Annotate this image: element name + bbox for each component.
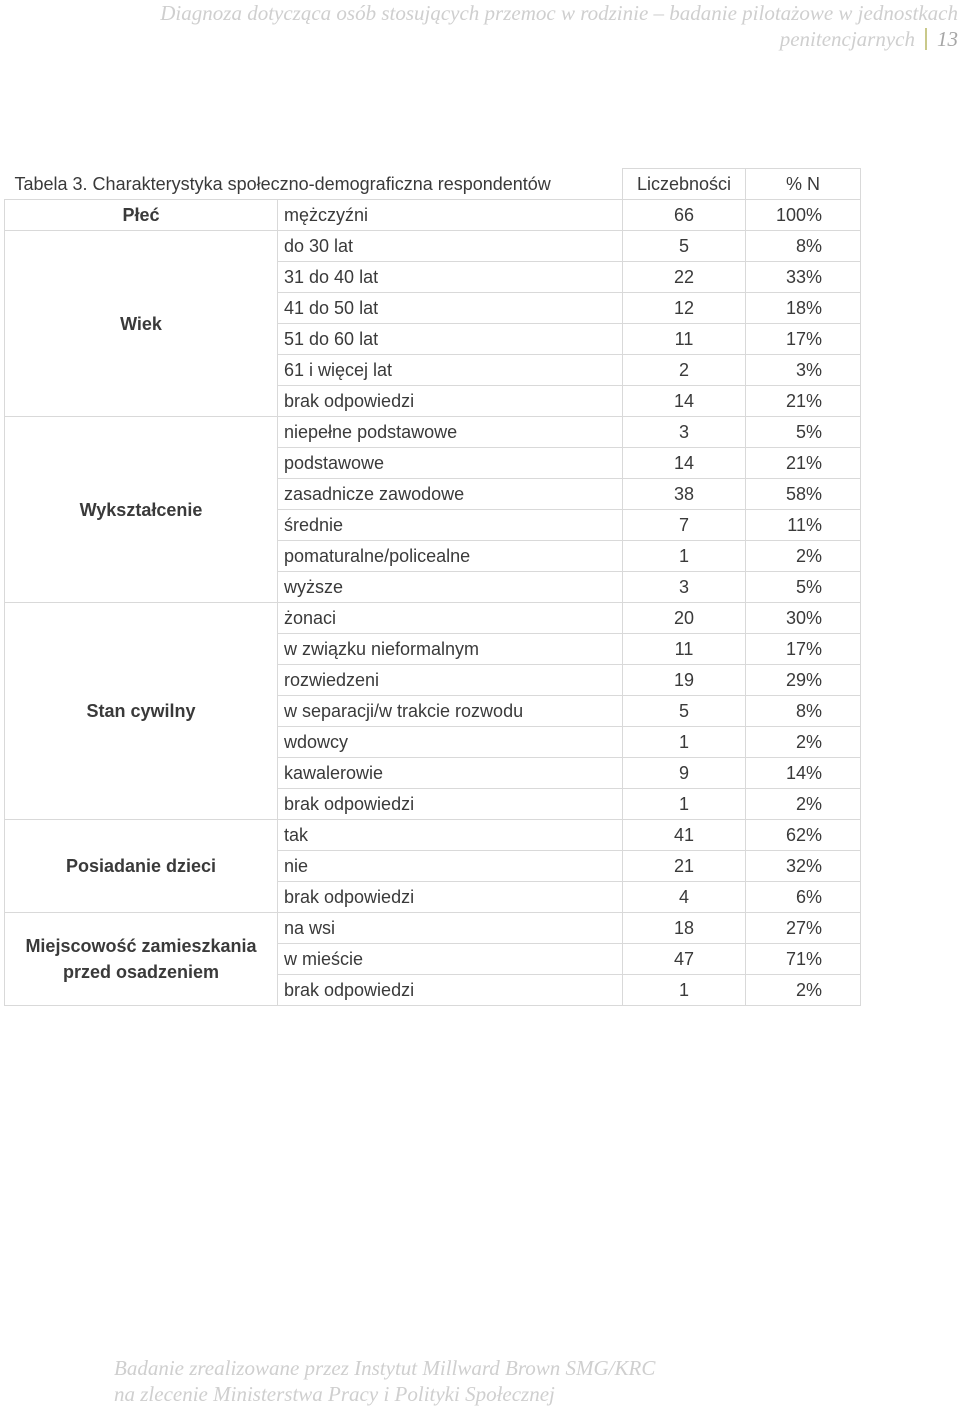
header-title-line1: Diagnoza dotycząca osób stosujących przemoc w rodzinie – badanie pilotażowe w jednostkach bbox=[160, 1, 958, 25]
category-cell: brak odpowiedzi bbox=[278, 386, 623, 417]
column-header-percent: % N bbox=[746, 169, 861, 200]
count-cell: 11 bbox=[623, 634, 746, 665]
count-cell: 14 bbox=[623, 386, 746, 417]
header-separator bbox=[925, 28, 927, 50]
count-cell: 18 bbox=[623, 913, 746, 944]
category-cell: na wsi bbox=[278, 913, 623, 944]
category-cell: zasadnicze zawodowe bbox=[278, 479, 623, 510]
count-cell: 11 bbox=[623, 324, 746, 355]
count-cell: 20 bbox=[623, 603, 746, 634]
demographics-table bbox=[4, 168, 861, 1006]
column-header-count: Liczebności bbox=[623, 169, 746, 200]
table-row bbox=[5, 417, 861, 448]
table-row bbox=[5, 200, 861, 231]
percent-cell: 8% bbox=[746, 231, 861, 262]
percent-cell: 21% bbox=[746, 448, 861, 479]
percent-cell: 5% bbox=[746, 572, 861, 603]
category-cell: w separacji/w trakcie rozwodu bbox=[278, 696, 623, 727]
count-cell: 1 bbox=[623, 789, 746, 820]
percent-cell: 2% bbox=[746, 727, 861, 758]
percent-cell: 2% bbox=[746, 975, 861, 1006]
count-cell: 4 bbox=[623, 882, 746, 913]
category-cell: żonaci bbox=[278, 603, 623, 634]
demographics-table-wrap bbox=[4, 168, 861, 1006]
category-cell: nie bbox=[278, 851, 623, 882]
category-cell: w mieście bbox=[278, 944, 623, 975]
percent-cell: 27% bbox=[746, 913, 861, 944]
count-cell: 5 bbox=[623, 231, 746, 262]
category-cell: brak odpowiedzi bbox=[278, 882, 623, 913]
group-label: Wiek bbox=[5, 231, 278, 417]
count-cell: 12 bbox=[623, 293, 746, 324]
category-cell: do 30 lat bbox=[278, 231, 623, 262]
category-cell: 31 do 40 lat bbox=[278, 262, 623, 293]
count-cell: 9 bbox=[623, 758, 746, 789]
percent-cell: 100% bbox=[746, 200, 861, 231]
footer bbox=[114, 1355, 655, 1407]
category-cell: w związku nieformalnym bbox=[278, 634, 623, 665]
percent-cell: 62% bbox=[746, 820, 861, 851]
count-cell: 3 bbox=[623, 417, 746, 448]
category-cell: wdowcy bbox=[278, 727, 623, 758]
percent-cell: 17% bbox=[746, 634, 861, 665]
percent-cell: 29% bbox=[746, 665, 861, 696]
table-row bbox=[5, 603, 861, 634]
count-cell: 47 bbox=[623, 944, 746, 975]
count-cell: 1 bbox=[623, 541, 746, 572]
percent-cell: 8% bbox=[746, 696, 861, 727]
percent-cell: 32% bbox=[746, 851, 861, 882]
table-row bbox=[5, 913, 861, 944]
percent-cell: 2% bbox=[746, 541, 861, 572]
count-cell: 22 bbox=[623, 262, 746, 293]
category-cell: mężczyźni bbox=[278, 200, 623, 231]
count-cell: 19 bbox=[623, 665, 746, 696]
group-label: Miejscowość zamieszkania przed osadzeniem bbox=[5, 913, 278, 1006]
page-number: 13 bbox=[937, 27, 958, 51]
running-header bbox=[18, 0, 958, 52]
percent-cell: 11% bbox=[746, 510, 861, 541]
count-cell: 14 bbox=[623, 448, 746, 479]
category-cell: brak odpowiedzi bbox=[278, 975, 623, 1006]
group-label: Wykształcenie bbox=[5, 417, 278, 603]
category-cell: 61 i więcej lat bbox=[278, 355, 623, 386]
category-cell: rozwiedzeni bbox=[278, 665, 623, 696]
header-title-line2: penitencjarnych bbox=[779, 27, 915, 51]
count-cell: 41 bbox=[623, 820, 746, 851]
count-cell: 66 bbox=[623, 200, 746, 231]
category-cell: brak odpowiedzi bbox=[278, 789, 623, 820]
category-cell: 41 do 50 lat bbox=[278, 293, 623, 324]
category-cell: niepełne podstawowe bbox=[278, 417, 623, 448]
percent-cell: 30% bbox=[746, 603, 861, 634]
count-cell: 3 bbox=[623, 572, 746, 603]
count-cell: 5 bbox=[623, 696, 746, 727]
percent-cell: 14% bbox=[746, 758, 861, 789]
footer-line2: na zlecenie Ministerstwa Pracy i Polityki Społecznej bbox=[114, 1382, 555, 1406]
group-label: Posiadanie dzieci bbox=[5, 820, 278, 913]
count-cell: 1 bbox=[623, 727, 746, 758]
category-cell: podstawowe bbox=[278, 448, 623, 479]
percent-cell: 33% bbox=[746, 262, 861, 293]
table-caption: Tabela 3. Charakterystyka społeczno-demograficzna respondentów bbox=[5, 169, 623, 200]
percent-cell: 21% bbox=[746, 386, 861, 417]
table-row bbox=[5, 820, 861, 851]
group-label: Stan cywilny bbox=[5, 603, 278, 820]
category-cell: średnie bbox=[278, 510, 623, 541]
table-row bbox=[5, 231, 861, 262]
percent-cell: 18% bbox=[746, 293, 861, 324]
count-cell: 21 bbox=[623, 851, 746, 882]
category-cell: 51 do 60 lat bbox=[278, 324, 623, 355]
count-cell: 38 bbox=[623, 479, 746, 510]
percent-cell: 58% bbox=[746, 479, 861, 510]
percent-cell: 6% bbox=[746, 882, 861, 913]
category-cell: pomaturalne/policealne bbox=[278, 541, 623, 572]
count-cell: 7 bbox=[623, 510, 746, 541]
table-header-row bbox=[5, 169, 861, 200]
count-cell: 2 bbox=[623, 355, 746, 386]
category-cell: tak bbox=[278, 820, 623, 851]
table-body bbox=[5, 169, 861, 1006]
count-cell: 1 bbox=[623, 975, 746, 1006]
percent-cell: 71% bbox=[746, 944, 861, 975]
category-cell: wyższe bbox=[278, 572, 623, 603]
group-label: Płeć bbox=[5, 200, 278, 231]
percent-cell: 2% bbox=[746, 789, 861, 820]
percent-cell: 5% bbox=[746, 417, 861, 448]
header-title-line2-wrap bbox=[18, 26, 958, 52]
percent-cell: 17% bbox=[746, 324, 861, 355]
percent-cell: 3% bbox=[746, 355, 861, 386]
category-cell: kawalerowie bbox=[278, 758, 623, 789]
footer-line1: Badanie zrealizowane przez Instytut Millward Brown SMG/KRC bbox=[114, 1356, 656, 1380]
